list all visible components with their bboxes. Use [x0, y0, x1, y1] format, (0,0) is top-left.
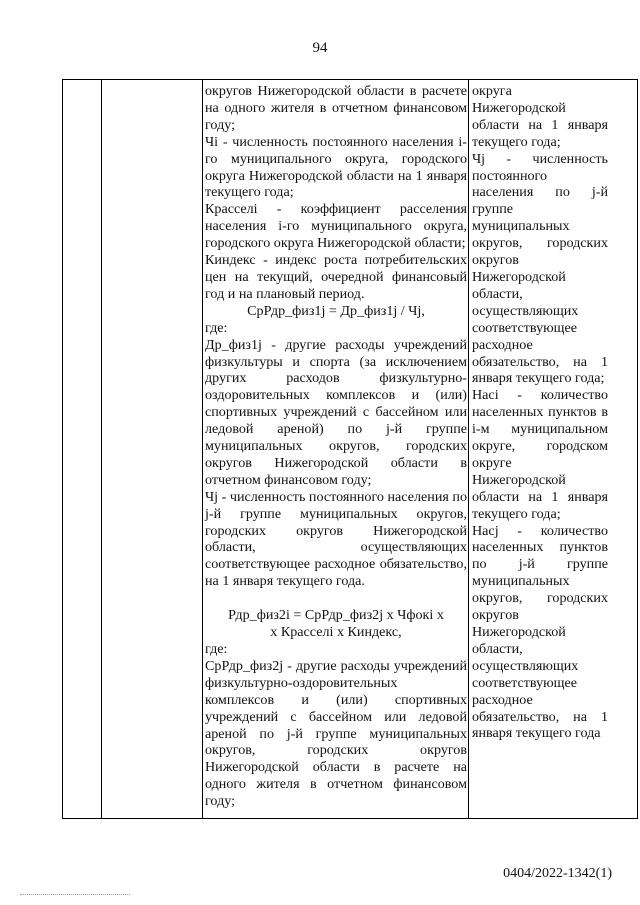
column-divider: [202, 80, 203, 818]
formula: СрРдр_физ1j = Др_физ1j / Чj,: [247, 302, 425, 319]
formula: Рдр_физ2i = СрРдр_физ2j х Чфокi х: [228, 607, 444, 624]
page-number: 94: [312, 40, 328, 56]
paragraph: Киндекс - индекс роста потребительских цен на текущий, очередной финансовый год и на плановый период.: [205, 252, 467, 302]
paragraph: где:: [205, 641, 228, 657]
paragraph: Насi - количество населенных пунктов в i-м муниципальном округе, городском округе Нижегородской области на 1 января текущего года;: [472, 387, 608, 522]
column-divider: [101, 80, 102, 818]
paragraph: Насj - количество населенных пунктов по j-й группе муниципальных округов, городских округов Нижегородской области, осуществляющих соответствующее расходное обязательство, на 1 января текущего года: [472, 522, 608, 742]
paragraph: Чi - численность постоянного населения i-го муниципального округа, городского округа Нижегородской области на 1 января текущего года;: [205, 133, 467, 201]
column-divider: [468, 80, 469, 818]
main-text-column: [205, 83, 467, 810]
paragraph: округов Нижегородской области в расчете на одного жителя в отчетном финансовом году;: [205, 83, 467, 133]
divider: [20, 894, 130, 895]
side-text-column: [472, 83, 608, 742]
paragraph: округа Нижегородской области на 1 января текущего года;: [472, 83, 608, 150]
paragraph: где:: [205, 319, 228, 336]
document-table: [62, 79, 638, 819]
formula-continuation: х Красселi х Киндекс,: [270, 624, 402, 641]
document-code: 0404/2022-1342(1): [503, 866, 612, 881]
paragraph: СрРдр_физ2j - другие расходы учреждений физкультурно-оздоровительных комплексов и (или) спортивных учреждений с бассейном или ледовой ареной по j-й группе муниципальных округов, городских округов Нижегородской области в расчете на одного жителя в отчетном финансовом году;: [205, 657, 467, 810]
paragraph: Красселi - коэффициент расселения населения i-го муниципального округа, городского округа Нижегородской области;: [205, 201, 467, 252]
paragraph: Др_физ1j - другие расходы учреждений физкультуры и спорта (за исключением других расходов физкультурно-оздоровительных комплексов и (или) спортивных учреждений с бассейном или ледовой ареной) по j-й группе муниципальных округов, городских округов Нижегородской области в отчетном финансовом году;: [205, 336, 467, 488]
paragraph: Чj - численность постоянного населения по j-й группе муниципальных округов, городских округов Нижегородской области, осуществляющих соответствующее расходное обязательство, на 1 января текущего года.: [205, 488, 467, 590]
paragraph: Чj - численность постоянного населения по j-й группе муниципальных округов, городских округов Нижегородской области, осуществляющих соответствующее расходное обязательство, на 1 января текущего года;: [472, 150, 608, 387]
